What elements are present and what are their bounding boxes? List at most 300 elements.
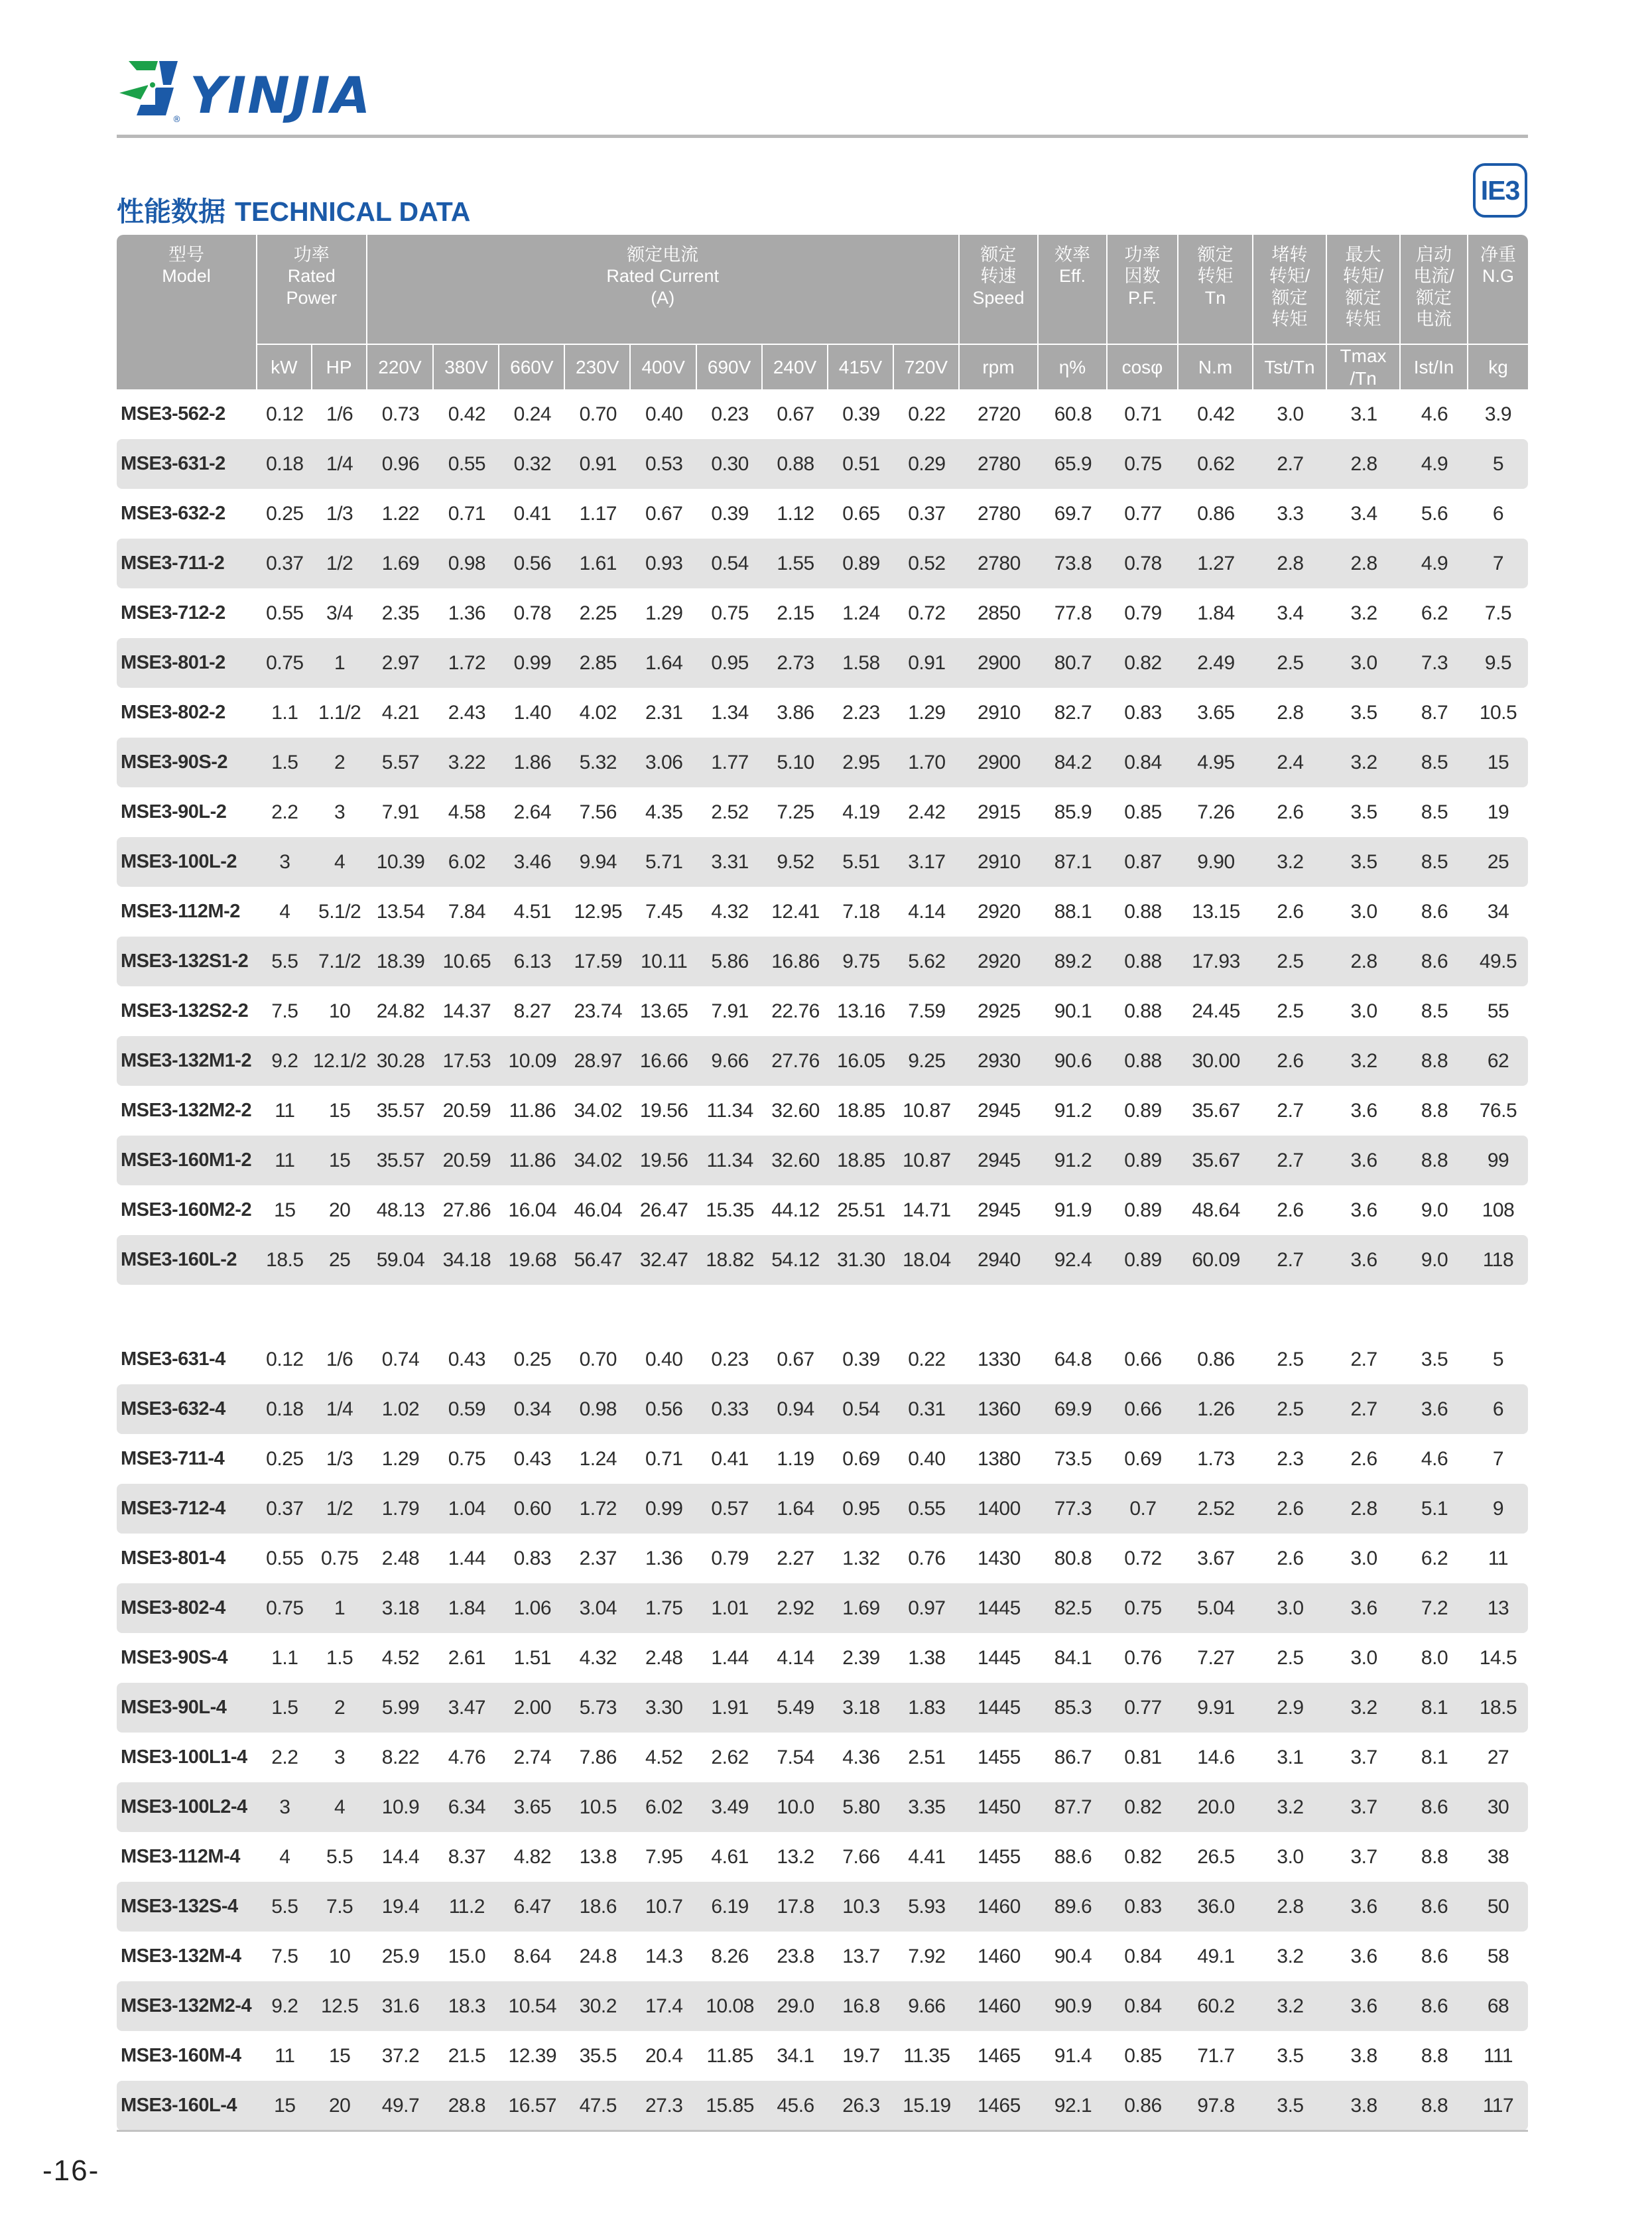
value-cell: 3.1 bbox=[1277, 1746, 1304, 1768]
value-cell: 0.89 bbox=[828, 539, 894, 588]
value-cell: 0.25 bbox=[513, 1348, 552, 1370]
value-cell: 2945 bbox=[978, 1099, 1021, 1122]
value-cell: 0.39 bbox=[842, 1348, 880, 1370]
value-cell: 59.04 bbox=[367, 1235, 434, 1285]
value-cell: 0.18 bbox=[257, 1384, 312, 1434]
yinjia-logo bbox=[117, 58, 428, 125]
model-cell: MSE3-802-4 bbox=[117, 1583, 257, 1633]
value-cell: 0.83 bbox=[1108, 1882, 1178, 1932]
value-cell: 3.8 bbox=[1350, 2044, 1377, 2067]
table-row bbox=[117, 1633, 1528, 1683]
value-cell: 34.02 bbox=[574, 1099, 623, 1122]
value-cell: 35.57 bbox=[367, 1136, 434, 1185]
value-cell: 0.98 bbox=[565, 1384, 631, 1434]
value-cell: 2.85 bbox=[565, 638, 631, 688]
value-cell: 0.12 bbox=[266, 403, 304, 425]
value-cell: 15 bbox=[328, 1099, 351, 1122]
value-cell: 19.68 bbox=[499, 1235, 565, 1285]
value-cell: 17.93 bbox=[1178, 937, 1253, 986]
value-cell: 0.73 bbox=[381, 403, 420, 425]
value-cell: 11.85 bbox=[706, 2044, 753, 2067]
value-cell: 73.5 bbox=[1054, 1447, 1092, 1470]
value-cell: 8.22 bbox=[381, 1746, 420, 1768]
value-cell: 8.5 bbox=[1401, 738, 1468, 787]
value-cell: 0.70 bbox=[579, 1348, 617, 1370]
value-cell: 2.5 bbox=[1277, 1646, 1304, 1669]
value-cell: 2.5 bbox=[1253, 1384, 1327, 1434]
value-cell: 9.91 bbox=[1178, 1683, 1253, 1733]
value-cell: 8.6 bbox=[1421, 1945, 1448, 1967]
model-cell: MSE3-562-2 bbox=[121, 403, 225, 425]
value-cell: 3.9 bbox=[1484, 403, 1512, 425]
table-row bbox=[117, 937, 1528, 986]
value-cell: 7 bbox=[1468, 539, 1528, 588]
value-cell: 4.9 bbox=[1401, 539, 1468, 588]
value-cell: 11.86 bbox=[509, 1099, 556, 1122]
value-cell: 16.66 bbox=[631, 1036, 697, 1086]
value-cell: 3.2 bbox=[1253, 837, 1327, 887]
value-cell: 7.25 bbox=[777, 801, 814, 823]
value-cell: 26.3 bbox=[828, 2081, 894, 2131]
value-cell: 2.8 bbox=[1327, 937, 1401, 986]
value-cell: 3.18 bbox=[367, 1583, 434, 1633]
value-cell: 0.95 bbox=[828, 1484, 894, 1534]
header-rated-torque: 额定转矩 Tn bbox=[1178, 235, 1253, 344]
value-cell: 2.73 bbox=[763, 638, 828, 688]
value-cell: 6.02 bbox=[434, 837, 499, 887]
value-cell: 1.72 bbox=[565, 1484, 631, 1534]
value-cell: 15.85 bbox=[697, 2081, 763, 2131]
value-cell: 4.9 bbox=[1401, 439, 1468, 489]
value-cell: 1.5 bbox=[326, 1646, 353, 1669]
value-cell: 10.5 bbox=[1479, 701, 1517, 724]
value-cell: 1.19 bbox=[777, 1447, 814, 1470]
value-cell: 0.42 bbox=[1197, 403, 1235, 425]
table-row bbox=[117, 887, 1528, 937]
value-cell: 90.4 bbox=[1054, 1945, 1092, 1967]
footer-divider bbox=[117, 2130, 1528, 2132]
value-cell: 0.37 bbox=[908, 502, 946, 525]
value-cell: 90.9 bbox=[1039, 1981, 1108, 2031]
value-cell: 3.5 bbox=[1350, 701, 1377, 724]
value-cell: 14.5 bbox=[1479, 1646, 1517, 1669]
table-row bbox=[117, 1981, 1528, 2031]
table-row bbox=[117, 787, 1528, 837]
value-cell: 69.9 bbox=[1039, 1384, 1108, 1434]
value-cell: 0.39 bbox=[711, 502, 749, 525]
value-cell: 0.88 bbox=[1124, 900, 1162, 923]
value-cell: 1445 bbox=[960, 1583, 1039, 1633]
value-cell: 11.35 bbox=[903, 2044, 950, 2067]
value-cell: 60.8 bbox=[1054, 403, 1092, 425]
value-cell: 3.7 bbox=[1350, 1746, 1377, 1768]
value-cell: 1450 bbox=[960, 1782, 1039, 1832]
value-cell: 2945 bbox=[978, 1199, 1021, 1221]
value-cell: 3.65 bbox=[499, 1782, 565, 1832]
value-cell: 11 bbox=[257, 1136, 312, 1185]
value-cell: 4.52 bbox=[381, 1646, 420, 1669]
value-cell: 3.5 bbox=[1327, 837, 1401, 887]
value-cell: 85.3 bbox=[1039, 1683, 1108, 1733]
value-cell: 1460 bbox=[978, 1945, 1021, 1967]
model-cell: MSE3-712-4 bbox=[117, 1484, 257, 1534]
unit-cell: N.m bbox=[1178, 344, 1253, 389]
value-cell: 5.71 bbox=[631, 837, 697, 887]
value-cell: 0.78 bbox=[513, 602, 552, 624]
model-cell: MSE3-801-4 bbox=[121, 1547, 225, 1569]
value-cell: 10.7 bbox=[631, 1882, 697, 1932]
value-cell: 91.4 bbox=[1054, 2044, 1092, 2067]
value-cell: 0.86 bbox=[1197, 1348, 1235, 1370]
value-cell: 27 bbox=[1487, 1746, 1509, 1768]
value-cell: 3.0 bbox=[1350, 900, 1377, 923]
value-cell: 54.12 bbox=[763, 1235, 828, 1285]
value-cell: 1445 bbox=[960, 1683, 1039, 1733]
value-cell: 2900 bbox=[960, 638, 1039, 688]
value-cell: 0.55 bbox=[894, 1484, 960, 1534]
value-cell: 1.44 bbox=[448, 1547, 486, 1569]
value-cell: 1.64 bbox=[763, 1484, 828, 1534]
technical-data-table bbox=[117, 235, 1528, 2131]
value-cell: 82.7 bbox=[1054, 701, 1092, 724]
value-cell: 9.66 bbox=[894, 1981, 960, 2031]
value-cell: 71.7 bbox=[1197, 2044, 1235, 2067]
value-cell: 0.33 bbox=[697, 1384, 763, 1434]
value-cell: 7.91 bbox=[711, 1000, 749, 1022]
value-cell: 0.12 bbox=[266, 1348, 304, 1370]
value-cell: 0.29 bbox=[894, 439, 960, 489]
value-cell: 10.9 bbox=[367, 1782, 434, 1832]
value-cell: 8.1 bbox=[1421, 1746, 1448, 1768]
value-cell: 1.44 bbox=[711, 1646, 749, 1669]
header-locked-rotor-torque: 堵转转矩/额定转矩 bbox=[1253, 235, 1327, 344]
value-cell: 4.36 bbox=[842, 1746, 880, 1768]
value-cell: 0.18 bbox=[257, 439, 312, 489]
value-cell: 0.84 bbox=[1124, 1945, 1162, 1967]
value-cell: 31.30 bbox=[828, 1235, 894, 1285]
value-cell: 15.19 bbox=[894, 2081, 960, 2131]
value-cell: 68 bbox=[1468, 1981, 1528, 2031]
value-cell: 1.69 bbox=[367, 539, 434, 588]
value-cell: 0.99 bbox=[631, 1484, 697, 1534]
value-cell: 1 bbox=[312, 638, 367, 688]
value-cell: 10.08 bbox=[697, 1981, 763, 2031]
value-cell: 1/2 bbox=[312, 539, 367, 588]
value-cell: 2.74 bbox=[513, 1746, 552, 1768]
value-cell: 10.87 bbox=[894, 1136, 960, 1185]
value-cell: 108 bbox=[1482, 1199, 1515, 1221]
value-cell: 1.17 bbox=[579, 502, 617, 525]
value-cell: 1330 bbox=[978, 1348, 1021, 1370]
value-cell: 1.38 bbox=[908, 1646, 946, 1669]
value-cell: 90.1 bbox=[1054, 1000, 1092, 1022]
model-cell: MSE3-100L2-4 bbox=[117, 1782, 257, 1832]
value-cell: 62 bbox=[1468, 1036, 1528, 1086]
value-cell: 0.24 bbox=[513, 403, 552, 425]
value-cell: 1360 bbox=[960, 1384, 1039, 1434]
value-cell: 0.41 bbox=[513, 502, 552, 525]
value-cell: 1.51 bbox=[513, 1646, 552, 1669]
value-cell: 2.97 bbox=[367, 638, 434, 688]
unit-cell: 415V bbox=[828, 344, 894, 389]
model-cell: MSE3-132M2-4 bbox=[117, 1981, 257, 2031]
logo-wordmark: YINJIA bbox=[190, 66, 372, 125]
value-cell: 0.78 bbox=[1108, 539, 1178, 588]
value-cell: 24.45 bbox=[1192, 1000, 1240, 1022]
value-cell: 2.51 bbox=[908, 1746, 946, 1768]
value-cell: 87.1 bbox=[1039, 837, 1108, 887]
value-cell: 2.6 bbox=[1277, 900, 1304, 923]
value-cell: 13.2 bbox=[777, 1845, 814, 1868]
value-cell: 35.67 bbox=[1178, 1136, 1253, 1185]
table-row bbox=[117, 1932, 1528, 1981]
value-cell: 19 bbox=[1487, 801, 1509, 823]
page-number: -16- bbox=[42, 2154, 100, 2187]
value-cell: 2.15 bbox=[777, 602, 814, 624]
value-cell: 2.7 bbox=[1253, 439, 1327, 489]
value-cell: 1380 bbox=[978, 1447, 1021, 1470]
section-title-en: TECHNICAL DATA bbox=[235, 196, 471, 227]
value-cell: 21.5 bbox=[448, 2044, 486, 2067]
value-cell: 20.59 bbox=[434, 1136, 499, 1185]
value-cell: 3.2 bbox=[1253, 1981, 1327, 2031]
model-cell: MSE3-132S2-2 bbox=[121, 1000, 249, 1022]
value-cell: 5.73 bbox=[565, 1683, 631, 1733]
value-cell: 0.66 bbox=[1108, 1384, 1178, 1434]
value-cell: 91.2 bbox=[1054, 1099, 1092, 1122]
value-cell: 24.82 bbox=[376, 1000, 425, 1022]
value-cell: 5.32 bbox=[565, 738, 631, 787]
value-cell: 55 bbox=[1487, 1000, 1509, 1022]
value-cell: 3.0 bbox=[1327, 638, 1401, 688]
value-cell: 7.1/2 bbox=[312, 937, 367, 986]
model-cell: MSE3-132S1-2 bbox=[117, 937, 257, 986]
model-cell: MSE3-132M2-2 bbox=[121, 1100, 252, 1122]
value-cell: 20 bbox=[312, 2081, 367, 2131]
table-row bbox=[117, 1434, 1528, 1484]
value-cell: 87.7 bbox=[1039, 1782, 1108, 1832]
value-cell: 89.2 bbox=[1039, 937, 1108, 986]
value-cell: 0.87 bbox=[1108, 837, 1178, 887]
value-cell: 0.75 bbox=[711, 602, 749, 624]
value-cell: 0.89 bbox=[1108, 1235, 1178, 1285]
value-cell: 3 bbox=[334, 801, 346, 823]
unit-cell: 720V bbox=[894, 344, 960, 389]
value-cell: 0.62 bbox=[1178, 439, 1253, 489]
value-cell: 4.14 bbox=[777, 1646, 814, 1669]
model-cell: MSE3-160M2-2 bbox=[121, 1199, 252, 1221]
value-cell: 1445 bbox=[978, 1646, 1021, 1669]
value-cell: 3.4 bbox=[1277, 602, 1304, 624]
value-cell: 18.6 bbox=[565, 1882, 631, 1932]
value-cell: 37.2 bbox=[381, 2044, 420, 2067]
value-cell: 0.51 bbox=[828, 439, 894, 489]
value-cell: 0.82 bbox=[1108, 1782, 1178, 1832]
value-cell: 24.8 bbox=[579, 1945, 617, 1967]
value-cell: 64.8 bbox=[1054, 1348, 1092, 1370]
value-cell: 1465 bbox=[978, 2044, 1021, 2067]
value-cell: 1.91 bbox=[697, 1683, 763, 1733]
value-cell: 0.91 bbox=[565, 439, 631, 489]
value-cell: 4.95 bbox=[1178, 738, 1253, 787]
value-cell: 6.02 bbox=[631, 1782, 697, 1832]
value-cell: 1.72 bbox=[434, 638, 499, 688]
value-cell: 2.25 bbox=[579, 602, 617, 624]
value-cell: 3.5 bbox=[1253, 2081, 1327, 2131]
value-cell: 0.43 bbox=[448, 1348, 486, 1370]
value-cell: 1.73 bbox=[1197, 1447, 1235, 1470]
value-cell: 0.66 bbox=[1124, 1348, 1162, 1370]
value-cell: 15.0 bbox=[448, 1945, 486, 1967]
value-cell: 2.8 bbox=[1327, 439, 1401, 489]
value-cell: 5.57 bbox=[367, 738, 434, 787]
value-cell: 11.2 bbox=[434, 1882, 499, 1932]
value-cell: 7.59 bbox=[908, 1000, 946, 1022]
group-spacer bbox=[117, 1285, 1528, 1335]
table-row bbox=[117, 688, 1528, 738]
value-cell: 1.12 bbox=[777, 502, 814, 525]
value-cell: 1/4 bbox=[312, 439, 367, 489]
value-cell: 9.5 bbox=[1468, 638, 1528, 688]
value-cell: 10.65 bbox=[434, 937, 499, 986]
value-cell: 0.69 bbox=[1124, 1447, 1162, 1470]
section-title-cn: 性能数据 bbox=[117, 196, 225, 227]
table-row bbox=[117, 588, 1528, 638]
value-cell: 16.86 bbox=[763, 937, 828, 986]
value-cell: 0.79 bbox=[711, 1547, 749, 1569]
value-cell: 117 bbox=[1468, 2081, 1528, 2131]
value-cell: 3 bbox=[257, 837, 312, 887]
value-cell: 8.8 bbox=[1401, 1036, 1468, 1086]
value-cell: 3.0 bbox=[1350, 1646, 1377, 1669]
value-cell: 1.34 bbox=[711, 701, 749, 724]
value-cell: 84.2 bbox=[1039, 738, 1108, 787]
value-cell: 4.52 bbox=[645, 1746, 683, 1768]
model-cell: MSE3-802-2 bbox=[121, 702, 225, 724]
value-cell: 8.5 bbox=[1401, 837, 1468, 887]
value-cell: 15.35 bbox=[706, 1199, 754, 1221]
value-cell: 28.97 bbox=[565, 1036, 631, 1086]
unit-cell: Ist/In bbox=[1401, 344, 1468, 389]
value-cell: 0.43 bbox=[513, 1447, 552, 1470]
value-cell: 1.40 bbox=[513, 701, 552, 724]
value-cell: 4 bbox=[279, 1845, 290, 1868]
value-cell: 65.9 bbox=[1039, 439, 1108, 489]
value-cell: 0.77 bbox=[1124, 502, 1162, 525]
value-cell: 0.37 bbox=[257, 1484, 312, 1534]
value-cell: 0.41 bbox=[711, 1447, 749, 1470]
value-cell: 1400 bbox=[960, 1484, 1039, 1534]
value-cell: 2.6 bbox=[1277, 1199, 1304, 1221]
value-cell: 0.75 bbox=[1108, 1583, 1178, 1633]
value-cell: 18.5 bbox=[257, 1235, 312, 1285]
value-cell: 0.23 bbox=[711, 403, 749, 425]
value-cell: 3.0 bbox=[1277, 1845, 1304, 1868]
value-cell: 11.86 bbox=[499, 1136, 565, 1185]
value-cell: 2920 bbox=[978, 900, 1021, 923]
value-cell: 3.31 bbox=[697, 837, 763, 887]
value-cell: 0.71 bbox=[1124, 403, 1162, 425]
value-cell: 88.6 bbox=[1054, 1845, 1092, 1868]
value-cell: 14.3 bbox=[645, 1945, 683, 1967]
value-cell: 2 bbox=[312, 1683, 367, 1733]
table-row bbox=[117, 1534, 1528, 1583]
table-row bbox=[117, 837, 1528, 887]
value-cell: 1.84 bbox=[434, 1583, 499, 1633]
value-cell: 7.5 bbox=[312, 1882, 367, 1932]
value-cell: 4.6 bbox=[1421, 1447, 1448, 1470]
value-cell: 0.65 bbox=[842, 502, 880, 525]
value-cell: 11 bbox=[275, 1099, 295, 1122]
value-cell: 3.6 bbox=[1327, 1882, 1401, 1932]
table-row bbox=[117, 389, 1528, 439]
unit-cell: 660V bbox=[499, 344, 565, 389]
value-cell: 1.01 bbox=[697, 1583, 763, 1633]
value-cell: 3.6 bbox=[1327, 1235, 1401, 1285]
value-cell: 0.81 bbox=[1124, 1746, 1162, 1768]
value-cell: 2.37 bbox=[579, 1547, 617, 1569]
value-cell: 2920 bbox=[960, 937, 1039, 986]
model-cell: MSE3-112M-4 bbox=[121, 1846, 240, 1868]
value-cell: 1465 bbox=[960, 2081, 1039, 2131]
model-cell: MSE3-160L-2 bbox=[117, 1235, 257, 1285]
value-cell: 7.91 bbox=[381, 801, 420, 823]
table-row bbox=[117, 1086, 1528, 1136]
value-cell: 3.49 bbox=[697, 1782, 763, 1832]
table-unit-row bbox=[117, 344, 1528, 389]
value-cell: 1455 bbox=[978, 1746, 1021, 1768]
value-cell: 7.92 bbox=[908, 1945, 946, 1967]
table-body bbox=[117, 389, 1528, 2131]
header-starting-current: 启动电流/额定电流 bbox=[1401, 235, 1468, 344]
value-cell: 0.39 bbox=[842, 403, 880, 425]
value-cell: 2.5 bbox=[1277, 1348, 1304, 1370]
value-cell: 0.75 bbox=[257, 638, 312, 688]
value-cell: 20.59 bbox=[442, 1099, 491, 1122]
value-cell: 3.47 bbox=[434, 1683, 499, 1733]
value-cell: 2.48 bbox=[381, 1547, 420, 1569]
value-cell: 92.1 bbox=[1039, 2081, 1108, 2131]
value-cell: 84.1 bbox=[1054, 1646, 1092, 1669]
value-cell: 2.2 bbox=[271, 1746, 298, 1768]
value-cell: 31.6 bbox=[367, 1981, 434, 2031]
value-cell: 5.62 bbox=[894, 937, 960, 986]
value-cell: 1/3 bbox=[326, 502, 353, 525]
value-cell: 1.55 bbox=[763, 539, 828, 588]
value-cell: 25 bbox=[312, 1235, 367, 1285]
value-cell: 2.43 bbox=[448, 701, 486, 724]
value-cell: 0.72 bbox=[1124, 1547, 1162, 1569]
value-cell: 4.19 bbox=[842, 801, 880, 823]
value-cell: 2.8 bbox=[1253, 1882, 1327, 1932]
value-cell: 6.34 bbox=[434, 1782, 499, 1832]
value-cell: 7.56 bbox=[579, 801, 617, 823]
value-cell: 2.5 bbox=[1253, 937, 1327, 986]
table-header-row bbox=[117, 235, 1528, 344]
model-cell: MSE3-631-2 bbox=[117, 439, 257, 489]
value-cell: 2780 bbox=[960, 439, 1039, 489]
value-cell: 2900 bbox=[960, 738, 1039, 787]
value-cell: 6 bbox=[1468, 1384, 1528, 1434]
value-cell: 1/2 bbox=[312, 1484, 367, 1534]
value-cell: 32.47 bbox=[631, 1235, 697, 1285]
value-cell: 3.6 bbox=[1401, 1384, 1468, 1434]
value-cell: 18.5 bbox=[1468, 1683, 1528, 1733]
value-cell: 8.5 bbox=[1421, 801, 1448, 823]
value-cell: 2.6 bbox=[1277, 1547, 1304, 1569]
table-row bbox=[117, 638, 1528, 688]
value-cell: 0.55 bbox=[434, 439, 499, 489]
